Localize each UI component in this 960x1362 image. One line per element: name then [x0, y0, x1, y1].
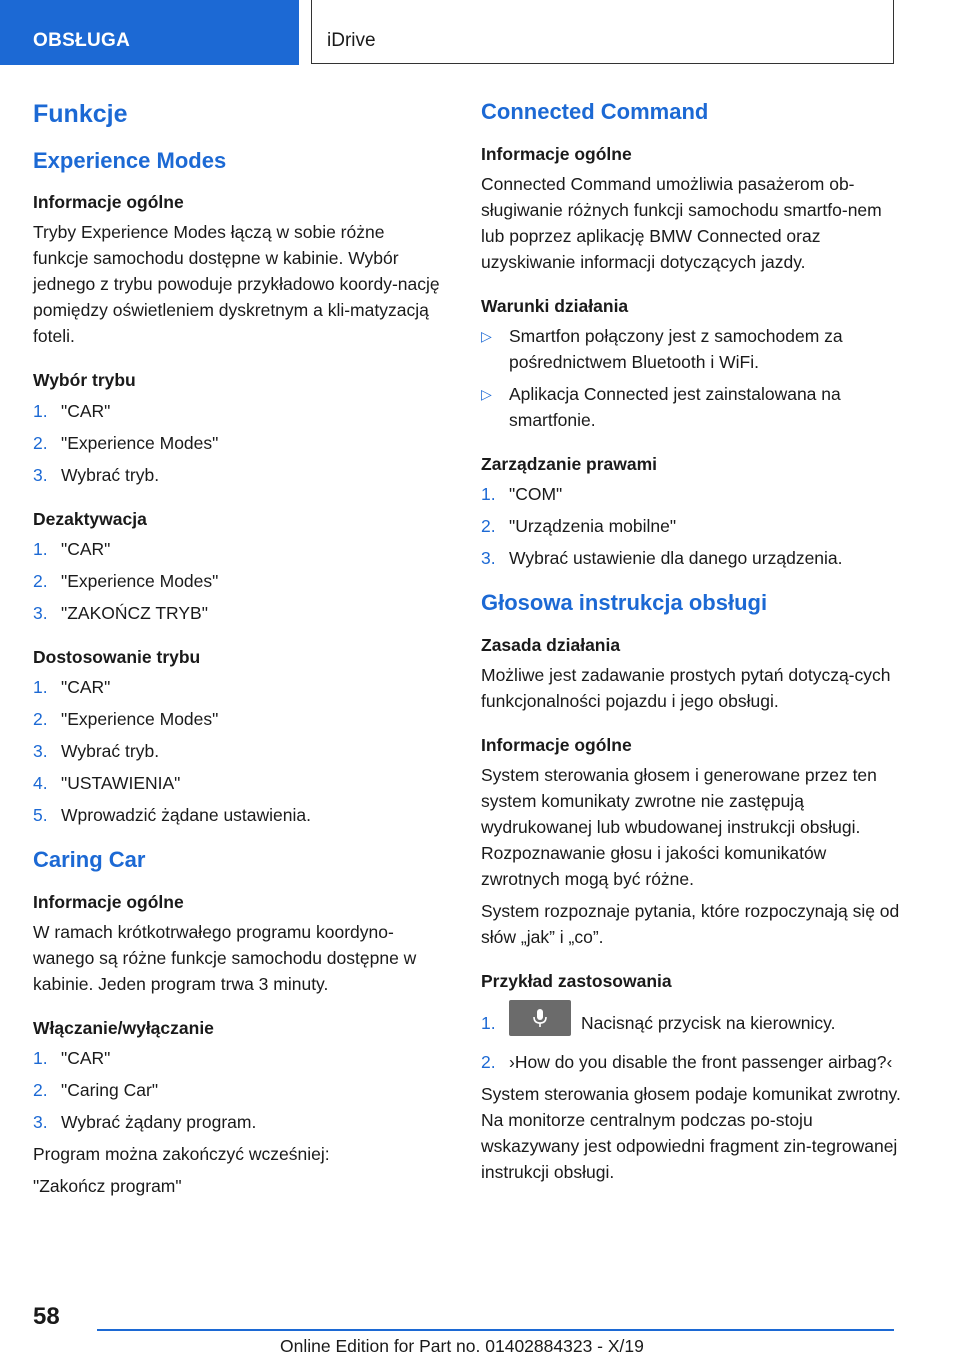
voice-button-image [509, 1000, 571, 1036]
footer-edition: Online Edition for Part no. 01402884323 - X/19 [280, 1336, 644, 1356]
step-text: "Urządzenia mobilne" [509, 516, 677, 537]
on-off-heading: Włączanie/wyłączanie [33, 1017, 214, 1038]
exp-info-text: Tryby Experience Modes łączą w sobie różne funkcje samochodu dostępne w kabinie. Wybór jednego z trybu powoduje przykładowo koordy-nację pomiędzy oświetleniem dyskretnym a kli-matyzacją foteli. [33, 222, 440, 347]
step-text: Nacisnąć przycisk na kierownicy. [581, 1012, 836, 1033]
step-text: "CAR" [61, 677, 111, 698]
header-section-label: OBSŁUGA [33, 30, 131, 51]
step-number: 2. [33, 709, 48, 730]
list-item [481, 1003, 901, 1043]
list-item [481, 545, 901, 571]
connected-command-heading: Connected Command [481, 99, 709, 124]
adjust-mode-heading: Dostosowanie trybu [33, 646, 201, 667]
header-section-tab [0, 0, 299, 65]
list-item [33, 462, 443, 488]
page-number: 58 [33, 1303, 60, 1330]
list-item [481, 513, 901, 539]
select-mode-steps [33, 398, 443, 488]
rights-steps [481, 481, 901, 571]
select-mode-heading: Wybór trybu [33, 370, 136, 391]
step-number: 3. [33, 602, 48, 623]
voice-info-text-2: System rozpoznaje pytania, które rozpoczynają się od słów „jak” i „co”. [481, 901, 900, 948]
step-text: ›How do you disable the front passenger airbag?‹ [509, 1051, 893, 1072]
step-number: 1. [33, 538, 48, 559]
list-item [33, 674, 443, 700]
triangle-bullet-icon: ▷ [481, 328, 492, 345]
step-text: "CAR" [61, 1048, 111, 1069]
step-number: 1. [33, 1048, 48, 1069]
step-text: Wybrać tryb. [61, 741, 160, 762]
example-steps [481, 1003, 901, 1075]
step-number: 2. [33, 432, 48, 453]
step-text: "ZAKOŃCZ TRYB" [61, 602, 208, 623]
list-item [481, 381, 901, 433]
step-number: 2. [33, 570, 48, 591]
rights-heading: Zarządzanie prawami [481, 454, 658, 475]
end-program-value: "Zakończ program" [33, 1176, 182, 1197]
end-program-text: Program można zakończyć wcześniej: [33, 1144, 330, 1165]
step-text: Wybrać żądany program. [61, 1112, 257, 1133]
list-item [33, 430, 443, 456]
example-heading: Przykład zastosowania [481, 971, 672, 992]
list-item [33, 568, 443, 594]
item-text: Aplikacja Connected jest zainstalowana na smartfonie. [509, 384, 841, 431]
step-text: "CAR" [61, 538, 111, 559]
list-item [33, 738, 443, 764]
step-number: 2. [481, 516, 496, 537]
step-text: "USTAWIENIA" [61, 773, 181, 794]
item-text: Smartfon połączony jest z samochodem za pośrednictwem Bluetooth i WiFi. [509, 326, 843, 373]
step-number: 4. [33, 773, 48, 794]
caring-info-heading: Informacje ogólne [33, 891, 184, 912]
step-number: 2. [33, 1080, 48, 1101]
header-chapter-label: iDrive [327, 30, 376, 51]
list-item [481, 1049, 901, 1075]
footer-divider [97, 1329, 894, 1331]
list-item [33, 1109, 443, 1135]
deactivation-heading: Dezaktywacja [33, 508, 147, 529]
step-text: "COM" [509, 484, 563, 505]
example-result-text: System sterowania głosem podaje komunikat zwrotny. Na monitorze centralnym podczas po-stoju wskazywany jest odpowiedni fragment zin-tegrowanej instrukcji obsługi. [481, 1083, 901, 1182]
list-item [33, 706, 443, 732]
step-text: Wybrać tryb. [61, 464, 160, 485]
conditions-heading: Warunki działania [481, 295, 629, 316]
adjust-mode-steps [33, 674, 443, 828]
triangle-bullet-icon: ▷ [481, 386, 492, 403]
cc-info-text: Connected Command umożliwia pasażerom ob-sługiwanie różnych funkcji samochodu smartfo-nem lub poprzez aplikację BMW Connected oraz uzyskiwanie informacji dotyczących jazdy. [481, 173, 882, 272]
principle-heading: Zasada działania [481, 634, 621, 655]
left-column [33, 98, 443, 1217]
caring-info-text: W ramach krótkotrwałego programu koordyno-wanego są różne funkcje samochodu dostępne w kabinie. Jeden program trwa 3 minuty. [33, 921, 417, 994]
step-number: 5. [33, 805, 48, 826]
step-number: 1. [33, 677, 48, 698]
list-item [33, 1077, 443, 1103]
list-item [481, 481, 901, 507]
step-text: "Experience Modes" [61, 570, 219, 591]
step-number: 1. [481, 1012, 496, 1033]
list-item [481, 323, 901, 375]
step-number: 1. [481, 484, 496, 505]
step-number: 3. [33, 464, 48, 485]
list-item [33, 536, 443, 562]
microphone-icon [532, 1008, 548, 1028]
right-column [481, 98, 901, 1203]
principle-text: Możliwe jest zadawanie prostych pytań dotyczą-cych funkcjonalności pojazdu i jego obsługi. [481, 665, 891, 712]
conditions-list [481, 323, 901, 433]
step-text: Wybrać ustawienie dla danego urządzenia. [509, 548, 843, 569]
experience-modes-heading: Experience Modes [33, 147, 227, 173]
cc-info-heading: Informacje ogólne [481, 143, 632, 164]
exp-info-heading: Informacje ogólne [33, 192, 184, 213]
voice-info-heading: Informacje ogólne [481, 735, 632, 756]
step-text: "Experience Modes" [61, 432, 219, 453]
step-number: 1. [33, 400, 48, 421]
section-title: Funkcje [33, 100, 128, 128]
list-item [33, 398, 443, 424]
list-item [33, 802, 443, 828]
deactivation-steps [33, 536, 443, 626]
list-item [33, 600, 443, 626]
step-number: 2. [481, 1051, 496, 1072]
voice-manual-heading: Głosowa instrukcja obsługi [481, 590, 768, 616]
step-number: 3. [481, 548, 496, 569]
step-number: 3. [33, 1112, 48, 1133]
list-item [33, 1045, 443, 1071]
step-text: "Caring Car" [61, 1080, 159, 1101]
step-number: 3. [33, 741, 48, 762]
step-text: "CAR" [61, 400, 111, 421]
voice-info-text-1: System sterowania głosem i generowane przez ten system komunikaty zwrotne nie zastępują wydrukowanej lub wbudowanej instrukcji obsługi. Rozpoznawanie głosu i jakości komunikatów zwrotnych mogą być różne. [481, 765, 877, 890]
caring-car-heading: Caring Car [33, 847, 146, 873]
on-off-steps [33, 1045, 443, 1135]
list-item [33, 770, 443, 796]
step-text: Wprowadzić żądane ustawienia. [61, 805, 311, 826]
step-text: "Experience Modes" [61, 709, 219, 730]
header-chapter-box [311, 0, 894, 64]
